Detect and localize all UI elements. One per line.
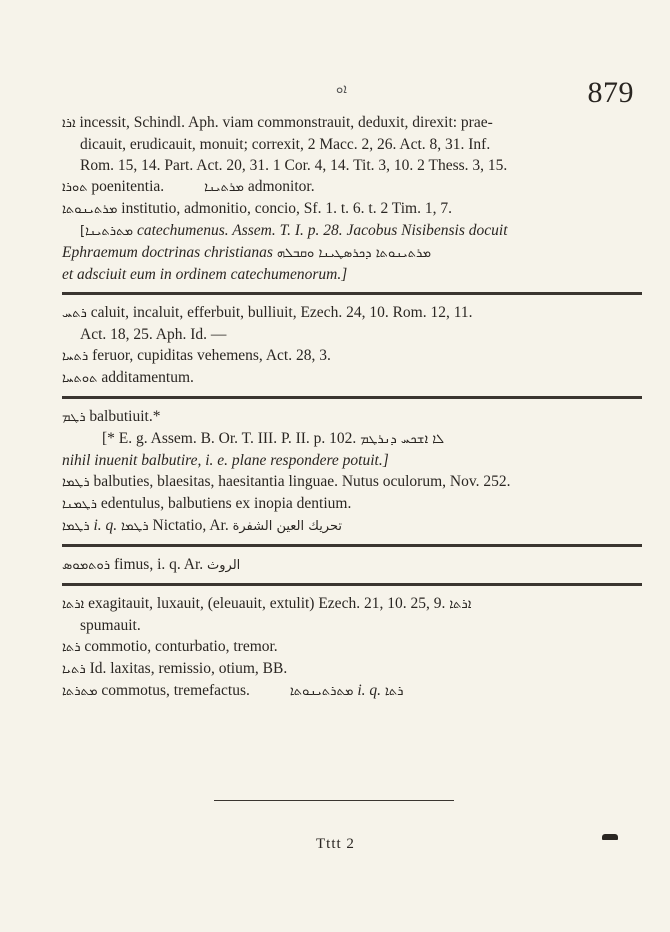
definition-text: balbutiuit.* <box>89 408 161 425</box>
entry-fimus <box>62 554 642 576</box>
syriac-headword: ܪܬܝܐ <box>62 662 86 677</box>
definition-text: feruor, cupiditas vehemens, Act. 28, 3. <box>92 347 331 364</box>
definition-text: commotus, tremefactus. <box>101 682 250 699</box>
syriac-headword: ܪܘܬܡܘܣ <box>62 558 111 573</box>
entry-institutio <box>62 198 642 220</box>
syriac-headword: ܡܪܬܝܢܘܬܐ <box>62 202 118 217</box>
definition-line: catechumenus. Assem. T. I. p. 28. Jacobus Nisibensis docuit <box>136 222 508 239</box>
arabic-word: الروث <box>207 558 241 573</box>
entry-incessit <box>62 112 642 176</box>
section-divider <box>62 544 642 547</box>
entry-balbutiuit <box>62 406 642 428</box>
syriac-headword: ܪܛܡ <box>62 410 86 425</box>
definition-text: Id. laxitas, remissio, otium, BB. <box>89 660 288 677</box>
syriac-phrase: ܡܪܬܝܢܘܬܐ ܕܟܪܣܛܝܢܐ ܘܩܒܠܗ <box>276 246 432 261</box>
definition-text: i. q. <box>357 682 382 699</box>
definition-text: institutio, admonitio, concio, Sf. 1. t. 6. t. 2 Tim. 1, 7. <box>121 200 452 217</box>
syriac-headword: ܪܛܡܐ <box>62 519 90 534</box>
entry-commotus <box>62 680 642 702</box>
entry-laxitas <box>62 658 642 680</box>
entry-balbuties <box>62 471 642 493</box>
syriac-headword: ܪܛܡܐ <box>62 475 90 490</box>
syriac-headword: ܐܪܐ <box>62 116 76 131</box>
entry-caluit <box>62 302 642 345</box>
footnote-text: [* E. g. Assem. B. Or. T. III. P. II. p. 102. <box>102 430 357 447</box>
definition-text: fimus, i. q. Ar. <box>114 556 204 573</box>
syriac-headword: [ܡܬܪܬܝܢܐ <box>80 224 134 239</box>
definition-text: balbuties, blaesitas, haesitantia linguae. Nutus oculorum, Nov. 252. <box>93 473 511 490</box>
syriac-word: ܐܪܬܐ <box>449 597 472 612</box>
signature-mark: Tttt 2 <box>316 836 355 852</box>
definition-text: Nictatio, Ar. <box>152 517 229 534</box>
arabic-word: تحريك العين الشفرة <box>232 519 342 534</box>
definition-line: et adsciuit eum in ordinem catechumenorum.] <box>62 266 348 283</box>
entry-feruor <box>62 345 642 367</box>
section-divider <box>62 292 642 295</box>
page-content <box>62 112 642 702</box>
syriac-headword: ܪܬܚܐ <box>62 349 89 364</box>
definition-line: caluit, incaluit, efferbuit, bulliuit, Ezech. 24, 10. Rom. 12, 11. <box>90 304 473 321</box>
syriac-headword: ܪܬܚ <box>62 306 87 321</box>
definition-line: Ephraemum doctrinas christianas <box>62 244 273 261</box>
syriac-headword: ܐܪܬܐ <box>62 597 85 612</box>
definition-text: poenitentia. <box>91 178 165 195</box>
entry-poenitentia <box>62 176 642 198</box>
entry-footnote <box>62 428 642 471</box>
definition-text: commotio, conturbatio, tremor. <box>84 638 278 655</box>
footnote-text: nihil inuenit balbutire, i. e. plane respondere potuit.] <box>62 452 389 469</box>
entry-commotio <box>62 636 642 658</box>
definition-text: exagitauit, luxauit, (eleuauit, extulit) Ezech. 21, 10. 25, 9. <box>88 595 446 612</box>
definition-text: admonitor. <box>247 178 315 195</box>
syriac-headword: ܬܘܪܐ <box>62 180 88 195</box>
entry-additamentum <box>62 367 642 389</box>
entry-edentulus <box>62 493 642 515</box>
syriac-word: ܪܛܡܐ <box>121 519 149 534</box>
header-mark: ܐܘ <box>336 82 347 97</box>
catchword-mark <box>602 834 618 840</box>
syriac-headword: ܬܘܬܚܐ <box>62 371 98 386</box>
syriac-word: ܡܬܪܬܝܢܘܬܐ <box>289 684 354 699</box>
syriac-headword: ܪܬܐ <box>62 640 81 655</box>
definition-line: Rom. 15, 14. Part. Act. 20, 31. 1 Cor. 4, 14. Tit. 3, 10. 2 Thess. 3, 15. <box>80 157 508 174</box>
definition-line: dicauit, erudicauit, monuit; correxit, 2 Macc. 2, 26. Act. 8, 31. Inf. <box>80 136 491 153</box>
entry-catechumenus <box>62 220 642 285</box>
definition-text: additamentum. <box>101 369 194 386</box>
syriac-phrase: ܠܐ ܐܫܟܚ ܕܢܪܛܡ <box>360 432 445 447</box>
definition-line: incessit, Schindl. Aph. viam commonstrauit, deduxit, direxit: prae- <box>79 114 493 131</box>
definition-text: i. q. <box>93 517 118 534</box>
footer-rule <box>214 800 454 801</box>
definition-line: spumauit. <box>80 617 141 634</box>
section-divider <box>62 396 642 399</box>
definition-text: edentulus, balbutiens ex inopia dentium. <box>100 495 352 512</box>
page-number: 879 <box>587 76 634 109</box>
entry-exagitauit <box>62 593 642 636</box>
syriac-word: ܪܬܐ <box>384 684 404 699</box>
syriac-headword: ܪܛܡܢܐ <box>62 497 97 512</box>
syriac-word: ܡܪܬܝܢܐ <box>204 180 244 195</box>
entry-nictatio <box>62 515 642 537</box>
syriac-headword: ܡܬܪܬܐ <box>62 684 98 699</box>
section-divider <box>62 583 642 586</box>
definition-line: Act. 18, 25. Aph. Id. — <box>80 326 227 343</box>
